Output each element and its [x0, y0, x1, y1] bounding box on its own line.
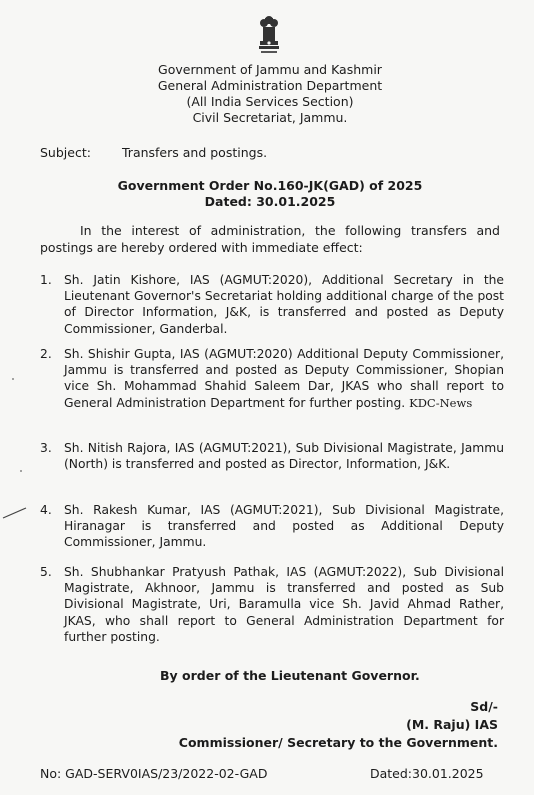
scan-speck	[20, 470, 22, 472]
pen-mark	[2, 506, 28, 520]
item-number: 2.	[40, 347, 52, 361]
footer-date: Dated:30.01.2025	[370, 766, 484, 781]
order-date: Dated: 30.01.2025	[204, 194, 336, 209]
list-item	[40, 346, 504, 411]
item-text: Sh. Rakesh Kumar, IAS (AGMUT:2021), Sub Divisional Magistrate, Hiranagar is transferred and posted as Additional Deputy Commissioner, Jammu.	[64, 503, 504, 550]
header-line-address: Civil Secretariat, Jammu.	[192, 110, 348, 125]
item-text: Sh. Shishir Gupta, IAS (AGMUT:2020) Additional Deputy Commissioner, Jammu is transferred and posted as Deputy Commissioner, Shopian vice Sh. Mohammad Shahid Saleem Dar, JKAS who shall report to General Administration Department for further posting.	[64, 347, 504, 410]
item-text-block	[64, 346, 504, 411]
signature-designation: Commissioner/ Secretary to the Government.	[178, 735, 498, 750]
item-text: Sh. Nitish Rajora, IAS (AGMUT:2021), Sub Divisional Magistrate, Jammu (North) is transferred and posted as Director, Information, J&K.	[64, 441, 504, 472]
intro-paragraph: In the interest of administration, the following transfers and postings are hereby ordered with immediate effect:	[40, 223, 500, 255]
item-number: 1.	[40, 273, 52, 287]
list-item	[40, 272, 504, 337]
signature-name: (M. Raju) IAS	[406, 717, 498, 732]
subject-text: Transfers and postings.	[122, 145, 268, 160]
order-number: Government Order No.160-JK(GAD) of 2025	[117, 178, 423, 193]
list-item	[40, 564, 504, 645]
closing-line: By order of the Lieutenant Governor.	[160, 668, 420, 683]
item-number: 5.	[40, 565, 52, 579]
kdc-news-watermark: KDC-News	[409, 395, 473, 410]
header-line-section: (All India Services Section)	[186, 94, 354, 109]
list-item	[40, 502, 504, 551]
item-number: 4.	[40, 503, 52, 517]
item-text: Sh. Jatin Kishore, IAS (AGMUT:2020), Additional Secretary in the Lieutenant Governor's Secretariat holding additional charge of the post of Director Information, J&K, is transferred and posted as Deputy Commissioner, Ganderbal.	[64, 273, 504, 336]
signature-sd: Sd/-	[470, 699, 498, 714]
subject-line	[40, 145, 267, 160]
subject-label: Subject:	[40, 145, 91, 160]
list-item	[40, 440, 504, 472]
scan-speck	[12, 378, 14, 380]
header-line-department: General Administration Department	[157, 78, 383, 93]
item-text: Sh. Shubhankar Pratyush Pathak, IAS (AGMUT:2022), Sub Divisional Magistrate, Akhnoor, Jammu is transferred and posted as Sub Divisional Magistrate, Uri, Baramulla vice Sh. Javid Ahmad Rather, JKAS, who shall report to General Administration Department for further posting.	[64, 565, 504, 644]
footer-reference-number: No: GAD-SERV0IAS/23/2022-02-GAD	[40, 766, 268, 781]
header-line-government: Government of Jammu and Kashmir	[158, 62, 382, 77]
state-emblem-icon	[254, 14, 284, 58]
item-number: 3.	[40, 441, 52, 455]
